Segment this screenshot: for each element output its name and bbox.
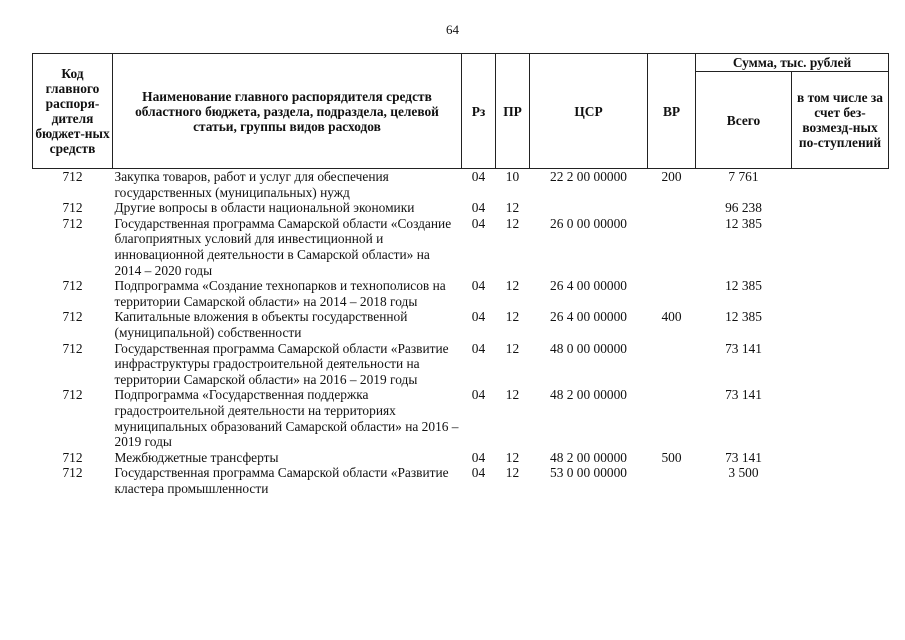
table-row — [33, 309, 889, 340]
page-number: 64 — [446, 22, 459, 37]
cell-code: 712 — [62, 309, 83, 325]
cell-code: 712 — [62, 215, 83, 231]
cell-name: Межбюджетные трансферты — [114, 449, 279, 465]
table-row — [33, 387, 889, 449]
cell-total: 7 761 — [728, 169, 759, 184]
table-body — [33, 169, 889, 497]
cell-csr: 26 4 00 00000 — [550, 278, 627, 294]
cell-name: Подпрограмма «Государственная поддержка градостроительной деятельности на территориях муниципальных образований Самарской области» на 2016 – 2019 годы — [114, 387, 459, 450]
cell-rz: 04 — [471, 215, 486, 231]
cell-rz: 04 — [471, 200, 486, 216]
table-row — [33, 278, 889, 309]
cell-total: 3 500 — [728, 465, 759, 481]
header-name: Наименование главного распорядителя средств областного бюджета, раздела, подраздела, целевой статьи, группы видов расходов — [113, 54, 462, 169]
cell-name: Государственная программа Самарской области «Развитие кластера промышленности — [114, 465, 449, 496]
header-code: Код главного распоря-дителя бюджет-ных средств — [33, 54, 113, 169]
header-total: Всего — [696, 72, 792, 169]
cell-code: 712 — [62, 169, 83, 184]
cell-free — [792, 450, 889, 466]
header-sum: Сумма, тыс. рублей — [696, 54, 889, 72]
cell-free — [792, 465, 889, 496]
table-row — [33, 216, 889, 278]
cell-vr — [648, 341, 696, 388]
cell-total: 73 141 — [725, 449, 762, 465]
cell-total: 12 385 — [725, 215, 762, 231]
header-vr: ВР — [648, 54, 696, 169]
cell-csr — [530, 200, 648, 216]
cell-rz: 04 — [471, 169, 486, 184]
cell-name: Государственная программа Самарской области «Развитие инфраструктуры градостроительной деятельности на территории Самарской области» на 2016 – 2019 годы — [114, 340, 449, 387]
cell-code: 712 — [62, 200, 83, 216]
cell-total: 12 385 — [725, 278, 762, 294]
cell-vr — [648, 387, 696, 449]
cell-pr: 10 — [505, 169, 520, 184]
header-pr: ПР — [496, 54, 530, 169]
cell-name: Подпрограмма «Создание технопарков и технополисов на территории Самарской области» на 2014 – 2018 годы — [114, 278, 446, 309]
cell-vr — [648, 200, 696, 216]
cell-rz: 04 — [471, 465, 486, 481]
cell-free — [792, 278, 889, 309]
cell-free — [792, 216, 889, 278]
cell-rz: 04 — [471, 309, 486, 325]
header-free: в том числе за счет без-возмезд-ных по-ступлений — [792, 72, 889, 169]
cell-pr: 12 — [505, 449, 520, 465]
cell-total: 96 238 — [725, 200, 762, 216]
cell-vr: 400 — [661, 309, 682, 325]
cell-pr: 12 — [505, 387, 520, 403]
cell-total: 12 385 — [725, 309, 762, 325]
cell-rz: 04 — [471, 278, 486, 294]
table-row — [33, 169, 889, 201]
cell-code: 712 — [62, 278, 83, 294]
cell-code: 712 — [62, 387, 83, 403]
table-row — [33, 341, 889, 388]
cell-rz: 04 — [471, 387, 486, 403]
cell-pr: 12 — [505, 340, 520, 356]
cell-name: Другие вопросы в области национальной экономики — [114, 200, 415, 216]
cell-code: 712 — [62, 449, 83, 465]
cell-pr: 12 — [505, 309, 520, 325]
cell-free — [792, 341, 889, 388]
table-row — [33, 450, 889, 466]
cell-pr: 12 — [505, 465, 520, 481]
cell-csr: 26 4 00 00000 — [550, 309, 627, 325]
header-rz: Рз — [462, 54, 496, 169]
cell-free — [792, 387, 889, 449]
header-csr: ЦСР — [530, 54, 648, 169]
cell-csr: 48 0 00 00000 — [550, 340, 627, 356]
cell-name: Государственная программа Самарской области «Создание благоприятных условий для инвестиционной и инновационной деятельности в Самарской области» на 2014 – 2020 годы — [114, 215, 452, 278]
cell-vr — [648, 465, 696, 496]
cell-pr: 12 — [505, 200, 520, 216]
cell-name: Капитальные вложения в объекты государственной (муниципальной) собственности — [114, 309, 408, 340]
cell-total: 73 141 — [725, 387, 762, 403]
cell-code: 712 — [62, 340, 83, 356]
cell-vr: 500 — [661, 449, 682, 465]
cell-rz: 04 — [471, 340, 486, 356]
cell-pr: 12 — [505, 278, 520, 294]
cell-free — [792, 309, 889, 340]
cell-vr — [648, 216, 696, 278]
cell-csr: 48 2 00 00000 — [550, 387, 627, 403]
budget-table — [32, 53, 889, 496]
cell-csr: 26 0 00 00000 — [550, 215, 627, 231]
cell-code: 712 — [62, 465, 83, 481]
cell-name: Закупка товаров, работ и услуг для обеспечения государственных (муниципальных) нужд — [114, 169, 389, 200]
cell-vr — [648, 278, 696, 309]
cell-vr: 200 — [661, 169, 682, 184]
cell-csr: 22 2 00 00000 — [550, 169, 627, 184]
cell-rz: 04 — [471, 449, 486, 465]
cell-total: 73 141 — [725, 340, 762, 356]
cell-free — [792, 200, 889, 216]
cell-csr: 53 0 00 00000 — [550, 465, 627, 481]
cell-csr: 48 2 00 00000 — [550, 449, 627, 465]
table-row — [33, 200, 889, 216]
cell-pr: 12 — [505, 215, 520, 231]
cell-free — [792, 169, 889, 201]
table-row — [33, 465, 889, 496]
